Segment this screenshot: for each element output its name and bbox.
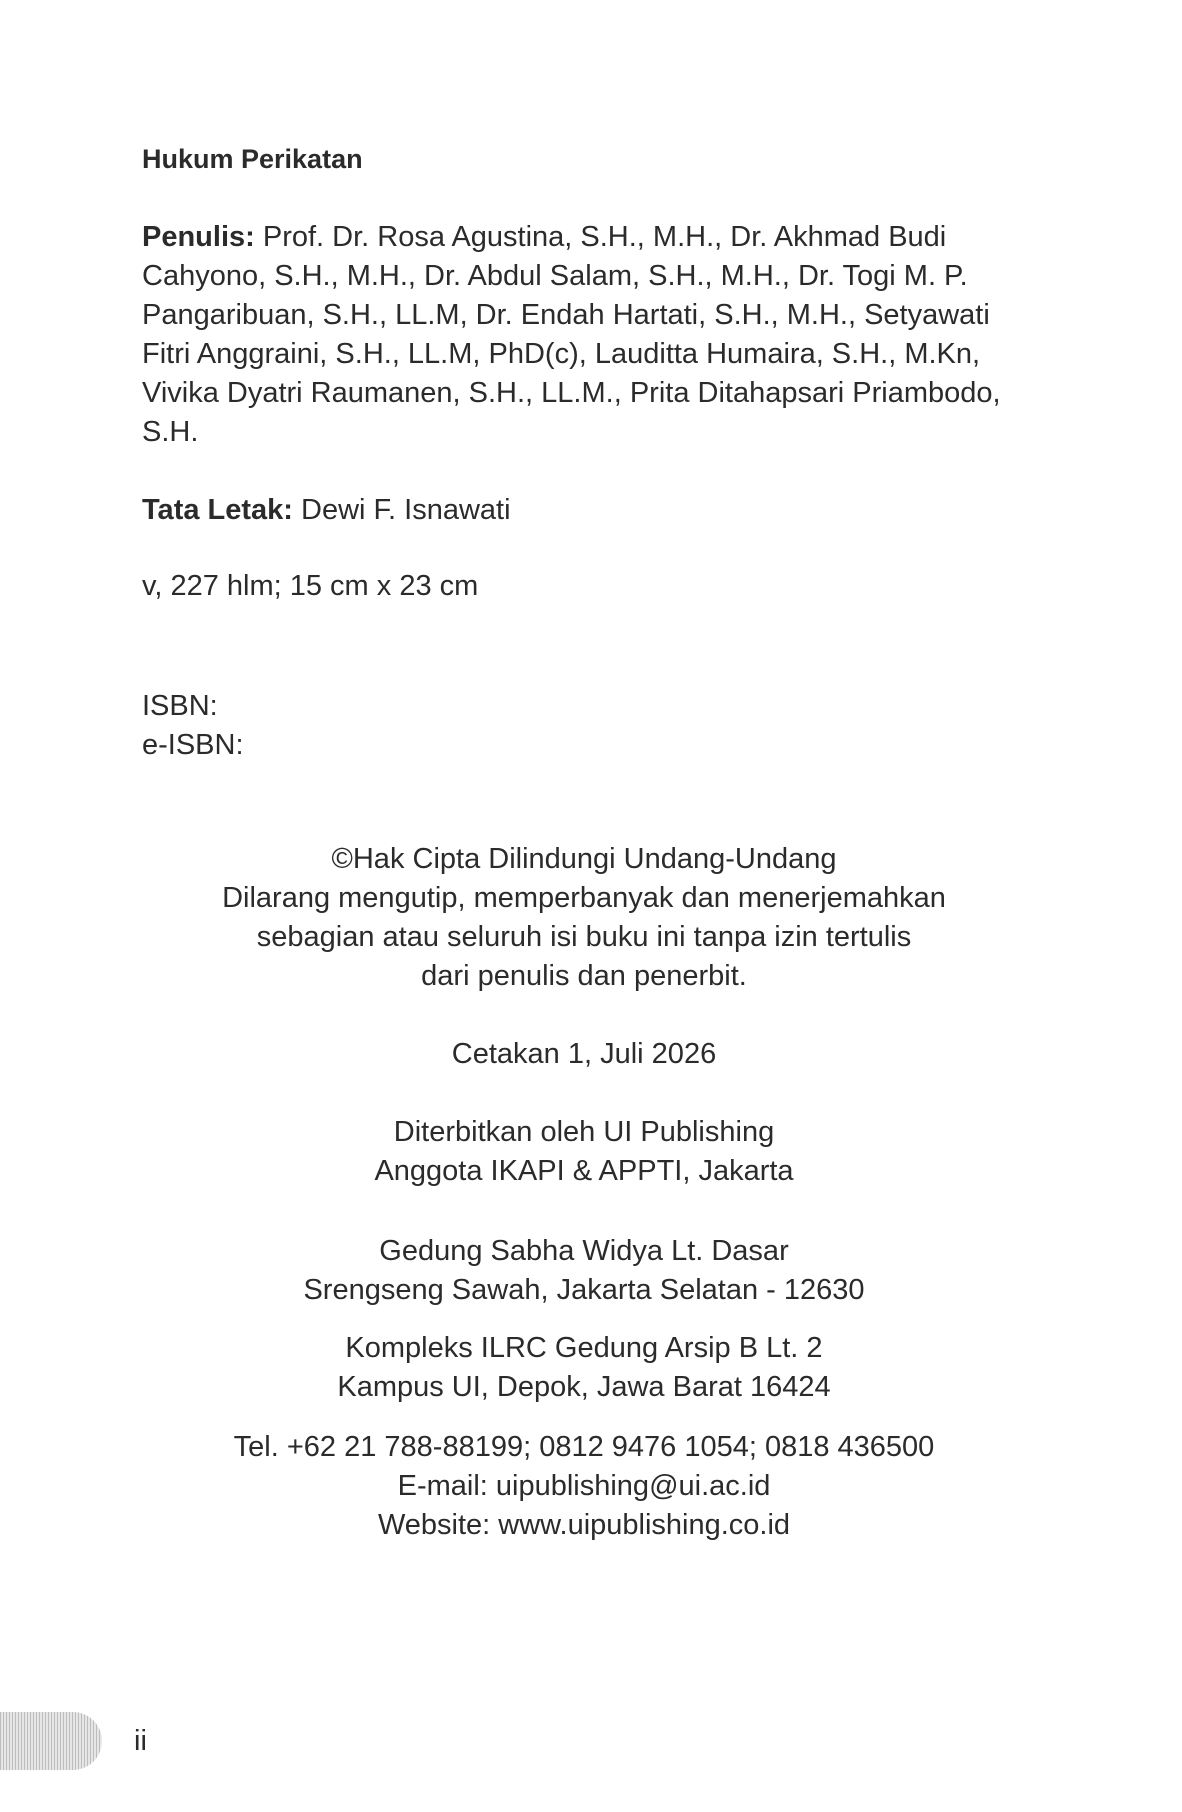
contact-website: Website: www.uipublishing.co.id [377, 1509, 791, 1541]
contact-phone: Tel. +62 21 788-88199; 0812 9476 1054; 0818 436500 [233, 1431, 935, 1463]
authors-line-3: Pangaribuan, S.H., LL.M, Dr. Endah Hartati, S.H., M.H., Setyawati [142, 299, 990, 331]
authors-line-1 [142, 218, 1026, 257]
contact-info [142, 1428, 1026, 1545]
layout-credit [142, 491, 1026, 530]
authors-line-2: Cahyono, S.H., M.H., Dr. Abdul Salam, S.H., M.H., Dr. Togi M. P. [142, 260, 968, 292]
authors-label: Penulis: [142, 221, 255, 253]
authors-section [142, 218, 1026, 452]
eisbn-label: e-ISBN: [142, 729, 244, 761]
layout-credit-value: Dewi F. Isnawati [292, 494, 511, 526]
authors-line-1-text: Prof. Dr. Rosa Agustina, S.H., M.H., Dr. Akhmad Budi [254, 221, 947, 253]
isbn-label: ISBN: [142, 690, 218, 722]
publisher-line-2: Anggota IKAPI & APPTI, Jakarta [374, 1155, 794, 1187]
address-secondary [142, 1329, 1026, 1407]
address-primary-line-1: Gedung Sabha Widya Lt. Dasar [379, 1235, 789, 1267]
publisher-info [142, 1113, 1026, 1191]
page-tab-decoration [0, 1712, 102, 1770]
page-number: ii [134, 1725, 147, 1757]
isbn-section [142, 687, 1026, 765]
copyright-notice [142, 840, 1026, 996]
physical-description: v, 227 hlm; 15 cm x 23 cm [142, 570, 479, 602]
publisher-line-1: Diterbitkan oleh UI Publishing [393, 1116, 775, 1148]
authors-line-5: Vivika Dyatri Raumanen, S.H., LL.M., Prita Ditahapsari Priambodo, [142, 377, 1001, 409]
authors-line-6: S.H. [142, 416, 199, 448]
address-primary-line-2: Srengseng Sawah, Jakarta Selatan - 12630 [303, 1274, 865, 1306]
book-title: Hukum Perikatan [142, 144, 363, 174]
copyright-line-3: sebagian atau seluruh isi buku ini tanpa izin tertulis [256, 921, 912, 953]
address-secondary-line-1: Kompleks ILRC Gedung Arsip B Lt. 2 [345, 1332, 823, 1364]
copyright-line-2: Dilarang mengutip, memperbanyak dan menerjemahkan [222, 882, 946, 914]
address-primary [142, 1232, 1026, 1310]
copyright-line-1: ©Hak Cipta Dilindungi Undang-Undang [331, 843, 837, 875]
copyright-line-4: dari penulis dan penerbit. [421, 960, 747, 992]
address-secondary-line-2: Kampus UI, Depok, Jawa Barat 16424 [337, 1371, 831, 1403]
edition-info: Cetakan 1, Juli 2026 [451, 1038, 717, 1070]
authors-line-4: Fitri Anggraini, S.H., LL.M, PhD(c), Lauditta Humaira, S.H., M.Kn, [142, 338, 981, 370]
layout-credit-label: Tata Letak: [142, 494, 293, 526]
contact-email: E-mail: uipublishing@ui.ac.id [397, 1470, 771, 1502]
